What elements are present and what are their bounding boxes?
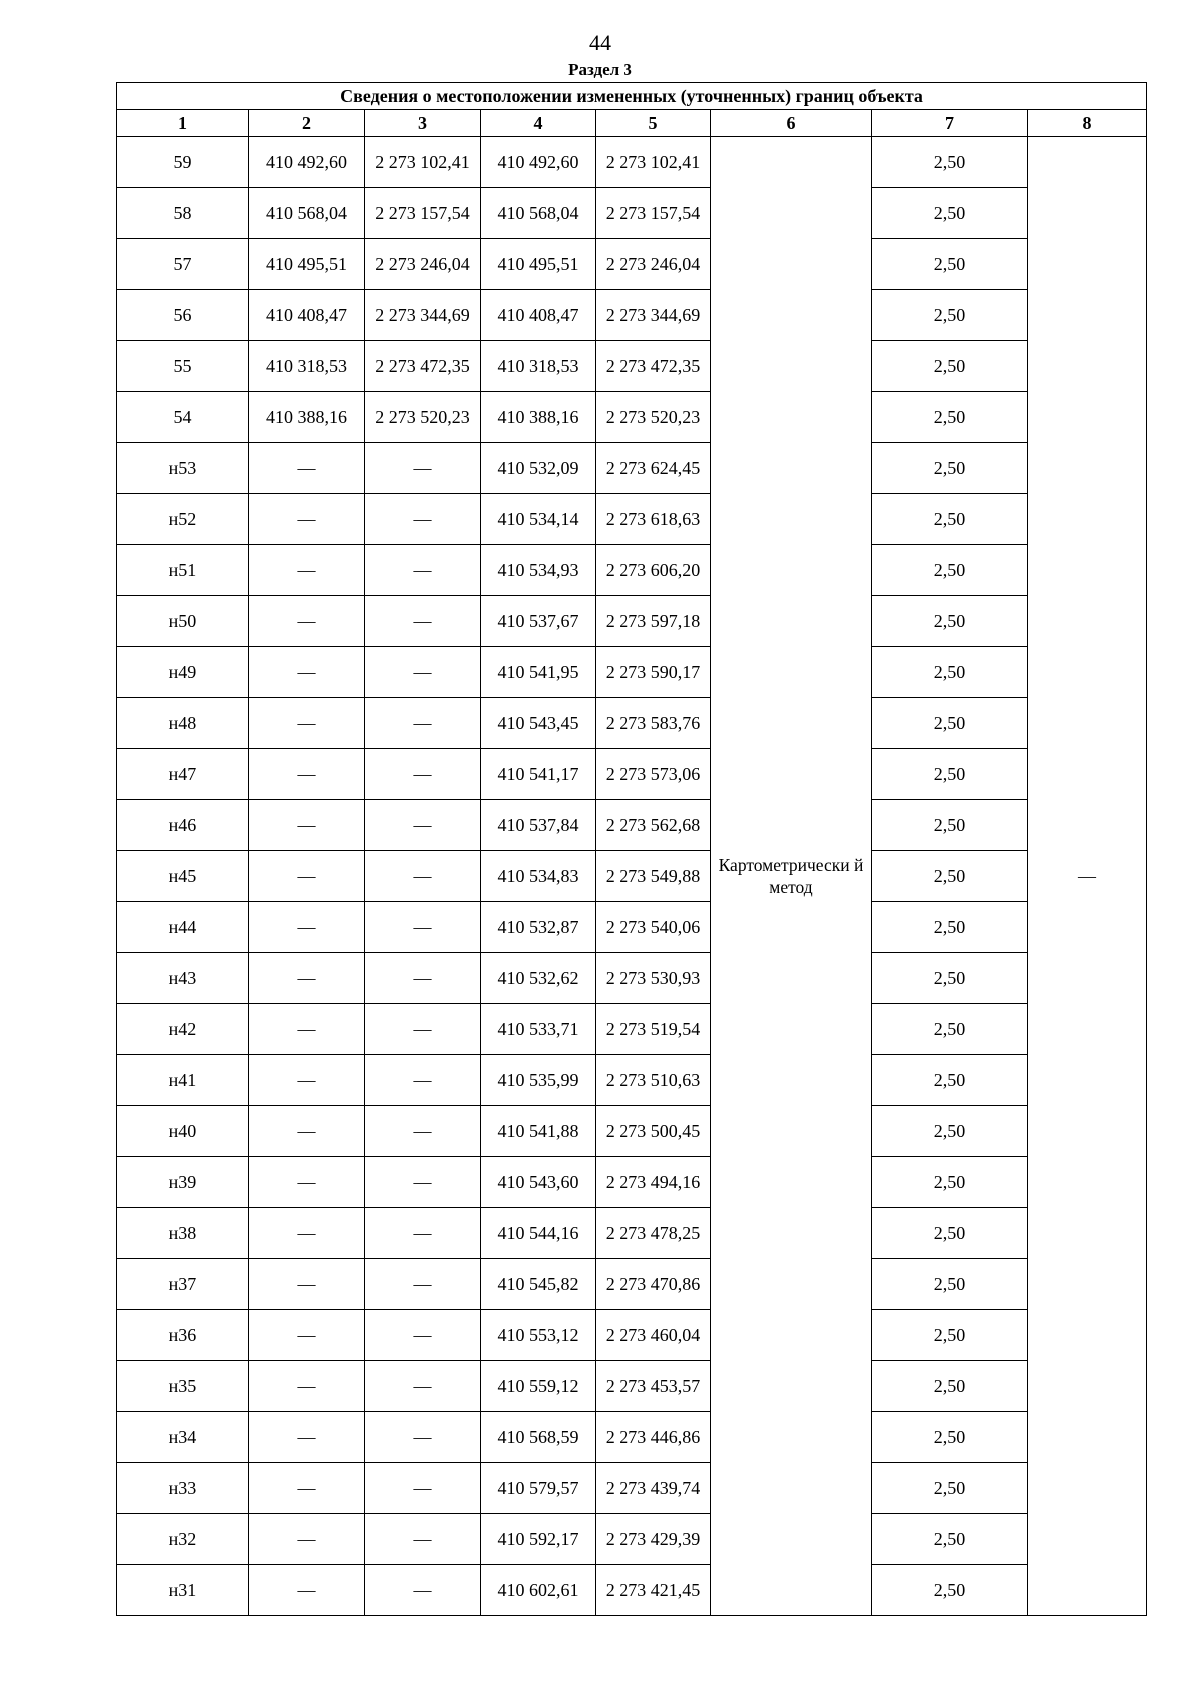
- x-old-coordinate: —: [249, 443, 365, 494]
- y-old-coordinate: —: [365, 647, 481, 698]
- x-old-coordinate: —: [249, 1106, 365, 1157]
- x-new-coordinate: 410 545,82: [481, 1259, 596, 1310]
- accuracy-value: 2,50: [872, 1055, 1028, 1106]
- x-new-coordinate: 410 534,14: [481, 494, 596, 545]
- point-number: н44: [117, 902, 249, 953]
- point-number: н53: [117, 443, 249, 494]
- y-new-coordinate: 2 273 421,45: [596, 1565, 711, 1616]
- point-number: н43: [117, 953, 249, 1004]
- x-old-coordinate: —: [249, 1361, 365, 1412]
- point-number: 59: [117, 137, 249, 188]
- accuracy-value: 2,50: [872, 749, 1028, 800]
- table-row: [117, 851, 1147, 902]
- x-old-coordinate: —: [249, 851, 365, 902]
- y-new-coordinate: 2 273 157,54: [596, 188, 711, 239]
- table-row: [117, 341, 1147, 392]
- accuracy-value: 2,50: [872, 1310, 1028, 1361]
- accuracy-value: 2,50: [872, 290, 1028, 341]
- column-number: 1: [117, 110, 249, 137]
- y-old-coordinate: 2 273 344,69: [365, 290, 481, 341]
- point-number: н42: [117, 1004, 249, 1055]
- accuracy-value: 2,50: [872, 1361, 1028, 1412]
- x-old-coordinate: —: [249, 953, 365, 1004]
- table-row: [117, 1106, 1147, 1157]
- point-number: н40: [117, 1106, 249, 1157]
- y-new-coordinate: 2 273 439,74: [596, 1463, 711, 1514]
- table-row: [117, 1004, 1147, 1055]
- x-new-coordinate: 410 553,12: [481, 1310, 596, 1361]
- point-number: 56: [117, 290, 249, 341]
- y-new-coordinate: 2 273 344,69: [596, 290, 711, 341]
- x-old-coordinate: 410 495,51: [249, 239, 365, 290]
- table-row: [117, 1412, 1147, 1463]
- accuracy-value: 2,50: [872, 188, 1028, 239]
- x-old-coordinate: 410 568,04: [249, 188, 365, 239]
- table-row: [117, 137, 1147, 188]
- y-old-coordinate: —: [365, 800, 481, 851]
- y-new-coordinate: 2 273 470,86: [596, 1259, 711, 1310]
- x-old-coordinate: —: [249, 1463, 365, 1514]
- accuracy-value: 2,50: [872, 1514, 1028, 1565]
- table-row: [117, 1514, 1147, 1565]
- accuracy-value: 2,50: [872, 1412, 1028, 1463]
- table-row: [117, 1565, 1147, 1616]
- point-number: н47: [117, 749, 249, 800]
- accuracy-value: 2,50: [872, 1463, 1028, 1514]
- table-row: [117, 545, 1147, 596]
- y-old-coordinate: —: [365, 1310, 481, 1361]
- x-old-coordinate: —: [249, 1565, 365, 1616]
- x-new-coordinate: 410 592,17: [481, 1514, 596, 1565]
- point-number: н32: [117, 1514, 249, 1565]
- accuracy-value: 2,50: [872, 851, 1028, 902]
- table-row: [117, 1463, 1147, 1514]
- point-number: н48: [117, 698, 249, 749]
- table-row: [117, 953, 1147, 1004]
- y-old-coordinate: —: [365, 1463, 481, 1514]
- x-new-coordinate: 410 532,62: [481, 953, 596, 1004]
- x-old-coordinate: —: [249, 1157, 365, 1208]
- point-number: 55: [117, 341, 249, 392]
- y-new-coordinate: 2 273 102,41: [596, 137, 711, 188]
- y-new-coordinate: 2 273 618,63: [596, 494, 711, 545]
- x-new-coordinate: 410 318,53: [481, 341, 596, 392]
- x-old-coordinate: 410 408,47: [249, 290, 365, 341]
- x-old-coordinate: —: [249, 596, 365, 647]
- y-new-coordinate: 2 273 530,93: [596, 953, 711, 1004]
- column-number: 5: [596, 110, 711, 137]
- point-number: н41: [117, 1055, 249, 1106]
- point-number: н35: [117, 1361, 249, 1412]
- y-new-coordinate: 2 273 429,39: [596, 1514, 711, 1565]
- column8-cell: —: [1028, 137, 1147, 1616]
- accuracy-value: 2,50: [872, 1157, 1028, 1208]
- y-new-coordinate: 2 273 478,25: [596, 1208, 711, 1259]
- point-number: н46: [117, 800, 249, 851]
- x-new-coordinate: 410 602,61: [481, 1565, 596, 1616]
- table-row: [117, 698, 1147, 749]
- column-number: 6: [711, 110, 872, 137]
- x-new-coordinate: 410 544,16: [481, 1208, 596, 1259]
- x-new-coordinate: 410 537,84: [481, 800, 596, 851]
- table-row: [117, 1055, 1147, 1106]
- accuracy-value: 2,50: [872, 239, 1028, 290]
- accuracy-value: 2,50: [872, 392, 1028, 443]
- x-old-coordinate: —: [249, 1310, 365, 1361]
- x-old-coordinate: —: [249, 800, 365, 851]
- y-new-coordinate: 2 273 597,18: [596, 596, 711, 647]
- y-new-coordinate: 2 273 460,04: [596, 1310, 711, 1361]
- accuracy-value: 2,50: [872, 341, 1028, 392]
- y-old-coordinate: —: [365, 494, 481, 545]
- y-old-coordinate: 2 273 102,41: [365, 137, 481, 188]
- x-old-coordinate: —: [249, 1208, 365, 1259]
- table-caption: Сведения о местоположении измененных (уточненных) границ объекта: [117, 83, 1147, 110]
- accuracy-value: 2,50: [872, 137, 1028, 188]
- point-number: н51: [117, 545, 249, 596]
- accuracy-value: 2,50: [872, 443, 1028, 494]
- y-old-coordinate: —: [365, 749, 481, 800]
- point-number: н39: [117, 1157, 249, 1208]
- y-new-coordinate: 2 273 500,45: [596, 1106, 711, 1157]
- point-number: 58: [117, 188, 249, 239]
- accuracy-value: 2,50: [872, 1259, 1028, 1310]
- y-old-coordinate: 2 273 246,04: [365, 239, 481, 290]
- x-new-coordinate: 410 541,88: [481, 1106, 596, 1157]
- x-old-coordinate: —: [249, 902, 365, 953]
- accuracy-value: 2,50: [872, 902, 1028, 953]
- column-number: 4: [481, 110, 596, 137]
- accuracy-value: 2,50: [872, 1004, 1028, 1055]
- x-old-coordinate: 410 318,53: [249, 341, 365, 392]
- y-old-coordinate: —: [365, 1055, 481, 1106]
- x-new-coordinate: 410 543,60: [481, 1157, 596, 1208]
- y-old-coordinate: 2 273 520,23: [365, 392, 481, 443]
- x-old-coordinate: 410 388,16: [249, 392, 365, 443]
- table-row: [117, 1157, 1147, 1208]
- table-row: [117, 1361, 1147, 1412]
- accuracy-value: 2,50: [872, 953, 1028, 1004]
- y-old-coordinate: —: [365, 1412, 481, 1463]
- y-new-coordinate: 2 273 583,76: [596, 698, 711, 749]
- point-number: н45: [117, 851, 249, 902]
- table-row: [117, 800, 1147, 851]
- x-old-coordinate: —: [249, 698, 365, 749]
- accuracy-value: 2,50: [872, 1208, 1028, 1259]
- y-new-coordinate: 2 273 562,68: [596, 800, 711, 851]
- accuracy-value: 2,50: [872, 545, 1028, 596]
- y-new-coordinate: 2 273 520,23: [596, 392, 711, 443]
- table-row: [117, 494, 1147, 545]
- y-old-coordinate: —: [365, 596, 481, 647]
- y-old-coordinate: —: [365, 953, 481, 1004]
- y-new-coordinate: 2 273 573,06: [596, 749, 711, 800]
- point-number: н31: [117, 1565, 249, 1616]
- x-new-coordinate: 410 541,17: [481, 749, 596, 800]
- x-old-coordinate: —: [249, 1055, 365, 1106]
- table-row: [117, 1259, 1147, 1310]
- x-old-coordinate: —: [249, 1259, 365, 1310]
- y-old-coordinate: —: [365, 1514, 481, 1565]
- point-number: н33: [117, 1463, 249, 1514]
- y-old-coordinate: —: [365, 443, 481, 494]
- x-old-coordinate: —: [249, 1004, 365, 1055]
- x-old-coordinate: —: [249, 1412, 365, 1463]
- y-old-coordinate: —: [365, 698, 481, 749]
- x-old-coordinate: —: [249, 749, 365, 800]
- y-new-coordinate: 2 273 590,17: [596, 647, 711, 698]
- y-old-coordinate: —: [365, 1106, 481, 1157]
- x-new-coordinate: 410 541,95: [481, 647, 596, 698]
- x-old-coordinate: —: [249, 647, 365, 698]
- x-new-coordinate: 410 568,04: [481, 188, 596, 239]
- x-new-coordinate: 410 534,83: [481, 851, 596, 902]
- y-old-coordinate: —: [365, 1259, 481, 1310]
- accuracy-value: 2,50: [872, 800, 1028, 851]
- table-row: [117, 188, 1147, 239]
- y-old-coordinate: —: [365, 1208, 481, 1259]
- table-row: [117, 902, 1147, 953]
- column-number: 8: [1028, 110, 1147, 137]
- point-number: н34: [117, 1412, 249, 1463]
- y-old-coordinate: —: [365, 1565, 481, 1616]
- table-row: [117, 392, 1147, 443]
- x-old-coordinate: —: [249, 494, 365, 545]
- table-row: [117, 290, 1147, 341]
- column-number: 3: [365, 110, 481, 137]
- point-number: 57: [117, 239, 249, 290]
- x-new-coordinate: 410 495,51: [481, 239, 596, 290]
- x-new-coordinate: 410 559,12: [481, 1361, 596, 1412]
- point-number: н49: [117, 647, 249, 698]
- point-number: н52: [117, 494, 249, 545]
- boundary-coordinates-table: [116, 82, 1147, 1616]
- y-old-coordinate: —: [365, 851, 481, 902]
- x-new-coordinate: 410 388,16: [481, 392, 596, 443]
- x-new-coordinate: 410 532,87: [481, 902, 596, 953]
- table-row: [117, 596, 1147, 647]
- y-new-coordinate: 2 273 540,06: [596, 902, 711, 953]
- y-new-coordinate: 2 273 606,20: [596, 545, 711, 596]
- table-row: [117, 239, 1147, 290]
- y-new-coordinate: 2 273 519,54: [596, 1004, 711, 1055]
- y-old-coordinate: —: [365, 1361, 481, 1412]
- point-number: н36: [117, 1310, 249, 1361]
- x-new-coordinate: 410 568,59: [481, 1412, 596, 1463]
- column-number-row: [117, 110, 1147, 137]
- y-old-coordinate: —: [365, 902, 481, 953]
- point-number: н50: [117, 596, 249, 647]
- x-new-coordinate: 410 534,93: [481, 545, 596, 596]
- x-new-coordinate: 410 408,47: [481, 290, 596, 341]
- accuracy-value: 2,50: [872, 494, 1028, 545]
- y-new-coordinate: 2 273 472,35: [596, 341, 711, 392]
- accuracy-value: 2,50: [872, 647, 1028, 698]
- x-new-coordinate: 410 532,09: [481, 443, 596, 494]
- column-number: 2: [249, 110, 365, 137]
- column-number: 7: [872, 110, 1028, 137]
- y-new-coordinate: 2 273 246,04: [596, 239, 711, 290]
- x-new-coordinate: 410 543,45: [481, 698, 596, 749]
- accuracy-value: 2,50: [872, 1565, 1028, 1616]
- point-number: н38: [117, 1208, 249, 1259]
- method-cell: [711, 137, 872, 1616]
- table-row: [117, 647, 1147, 698]
- method-text: Картометрически й метод: [718, 855, 864, 897]
- y-new-coordinate: 2 273 494,16: [596, 1157, 711, 1208]
- x-new-coordinate: 410 533,71: [481, 1004, 596, 1055]
- y-new-coordinate: 2 273 549,88: [596, 851, 711, 902]
- y-new-coordinate: 2 273 453,57: [596, 1361, 711, 1412]
- point-number: 54: [117, 392, 249, 443]
- y-old-coordinate: —: [365, 1004, 481, 1055]
- x-new-coordinate: 410 579,57: [481, 1463, 596, 1514]
- x-old-coordinate: —: [249, 1514, 365, 1565]
- x-new-coordinate: 410 535,99: [481, 1055, 596, 1106]
- x-new-coordinate: 410 492,60: [481, 137, 596, 188]
- y-new-coordinate: 2 273 510,63: [596, 1055, 711, 1106]
- accuracy-value: 2,50: [872, 596, 1028, 647]
- table-row: [117, 1310, 1147, 1361]
- y-old-coordinate: —: [365, 545, 481, 596]
- accuracy-value: 2,50: [872, 1106, 1028, 1157]
- y-new-coordinate: 2 273 446,86: [596, 1412, 711, 1463]
- table-row: [117, 443, 1147, 494]
- table-row: [117, 1208, 1147, 1259]
- x-new-coordinate: 410 537,67: [481, 596, 596, 647]
- point-number: н37: [117, 1259, 249, 1310]
- x-old-coordinate: —: [249, 545, 365, 596]
- table-row: [117, 749, 1147, 800]
- y-old-coordinate: 2 273 157,54: [365, 188, 481, 239]
- page-number: 44: [589, 30, 611, 55]
- y-new-coordinate: 2 273 624,45: [596, 443, 711, 494]
- y-old-coordinate: —: [365, 1157, 481, 1208]
- section-title: Раздел 3: [568, 60, 632, 79]
- x-old-coordinate: 410 492,60: [249, 137, 365, 188]
- y-old-coordinate: 2 273 472,35: [365, 341, 481, 392]
- accuracy-value: 2,50: [872, 698, 1028, 749]
